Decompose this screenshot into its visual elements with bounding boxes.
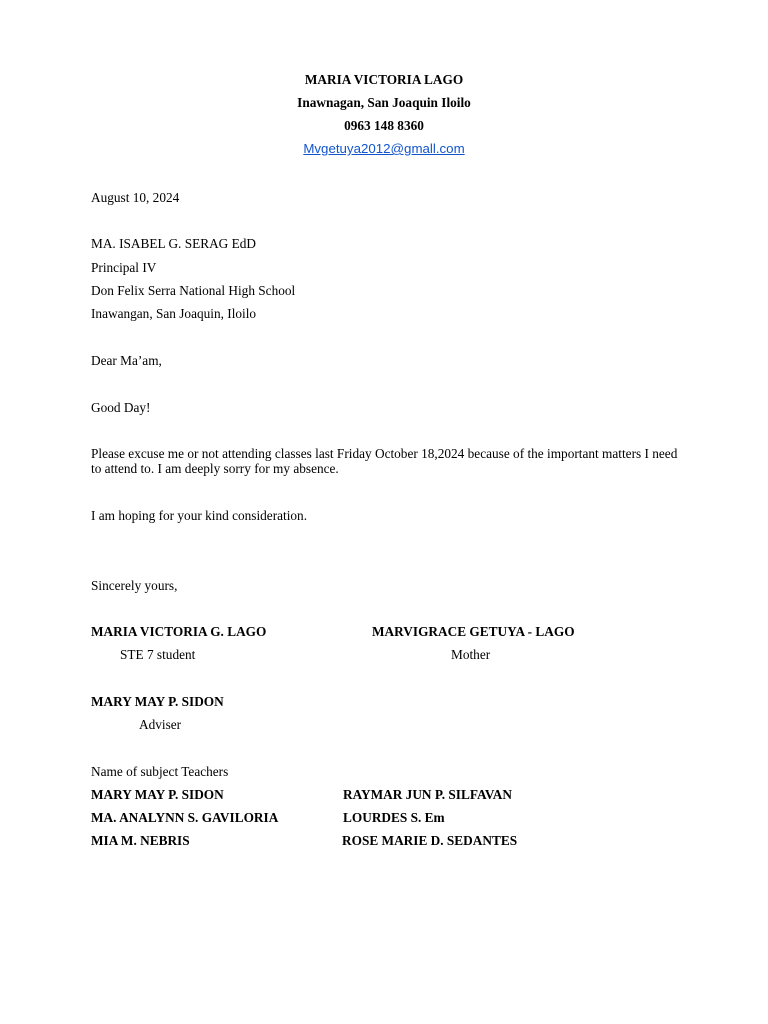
recipient-address: Inawangan, San Joaquin, Iloilo: [91, 306, 257, 321]
teachers-heading: Name of subject Teachers: [91, 764, 229, 779]
sender-email-line: [0, 141, 768, 156]
teacher-name: LOURDES S. Em: [343, 810, 445, 825]
salutation: Dear Ma’am,: [91, 353, 162, 368]
adviser-role: Adviser: [139, 717, 182, 732]
student-role: STE 7 student: [120, 647, 196, 662]
body-paragraph: Please excuse me or not attending classes last Friday October 18,2024 because of the important matters I need to attend to. I am deeply sorry for my absence.: [91, 446, 678, 477]
teacher-name: MA. ANALYNN S. GAVILORIA: [91, 810, 279, 825]
teacher-name: MARY MAY P. SIDON: [91, 787, 224, 802]
closing: Sincerely yours,: [91, 578, 178, 593]
parent-role: Mother: [451, 647, 491, 662]
parent-name: MARVIGRACE GETUYA - LAGO: [372, 624, 575, 639]
sender-email-link[interactable]: Mvgetuya2012@gmall.com: [303, 141, 465, 156]
student-name: MARIA VICTORIA G. LAGO: [91, 624, 267, 639]
letter-date: August 10, 2024: [91, 190, 180, 205]
sender-phone: 0963 148 8360: [344, 118, 424, 133]
recipient-name: MA. ISABEL G. SERAG EdD: [91, 236, 256, 251]
sender-address: Inawnagan, San Joaquin Iloilo: [297, 95, 471, 110]
greeting: Good Day!: [91, 400, 151, 415]
teacher-name: RAYMAR JUN P. SILFAVAN: [343, 787, 512, 802]
closing-note: I am hoping for your kind consideration.: [91, 508, 308, 523]
sender-name: MARIA VICTORIA LAGO: [304, 72, 464, 87]
recipient-school: Don Felix Serra National High School: [91, 283, 296, 298]
recipient-position: Principal IV: [91, 260, 157, 275]
teacher-name: ROSE MARIE D. SEDANTES: [342, 833, 518, 848]
adviser-name: MARY MAY P. SIDON: [91, 694, 224, 709]
teacher-name: MIA M. NEBRIS: [91, 833, 190, 848]
